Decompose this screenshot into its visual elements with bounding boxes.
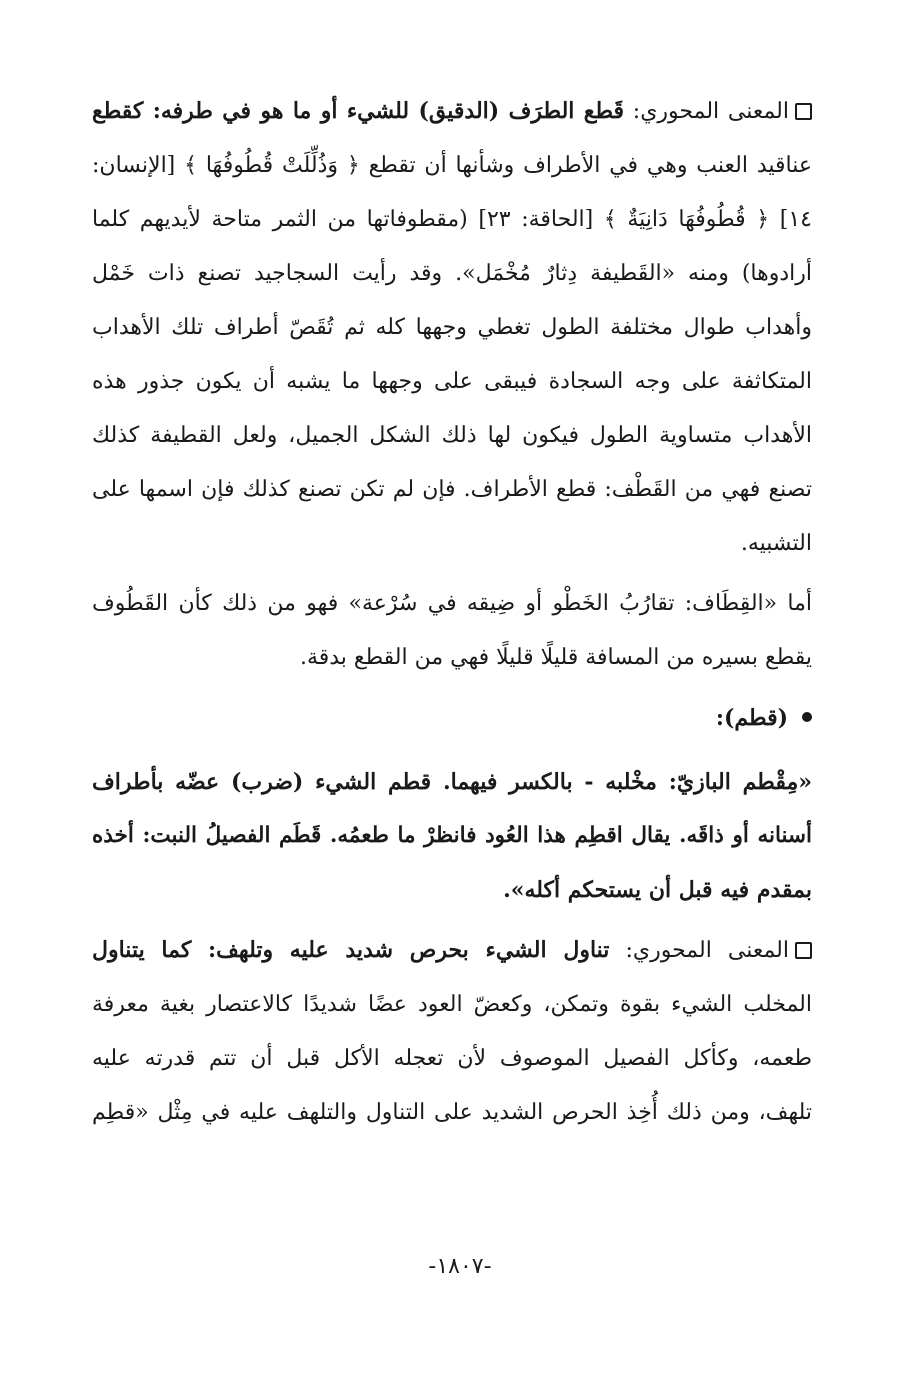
square-bullet-icon	[795, 103, 812, 120]
page-body	[92, 84, 812, 1146]
page-number: -١٨٠٧-	[428, 1254, 492, 1279]
line-text: ١٤] ﴿ قُطُوفُهَا دَانِيَةٌ ﴾ [الحاقة: ٢٣] (مقطوفاتها من الثمر متاحة لأيديهم كلما	[92, 207, 812, 232]
core-meaning-label: المعنى المحوري:	[632, 99, 789, 124]
line-text: بمقدم فيه قبل أن يستحكم أكله».	[503, 877, 812, 903]
line-text: وأهداب طوال مختلفة الطول تغطي وجهها كله ثم تُقَصّ أطراف تلك الأهداب	[92, 315, 812, 340]
line-text: أسنانه أو ذاقَه. يقال اقطِم هذا العُود فانظرْ ما طعمُه. قَطَم الفصيلُ النبت: أخذه	[92, 823, 812, 848]
line-text: قَطع الطرَف (الدقيق) للشيء أو ما هو في طرفه: كقطع	[92, 98, 625, 124]
paragraph-lexicon-quote	[92, 755, 812, 917]
square-bullet-icon	[795, 942, 812, 959]
line-text: أرادوها) ومنه «القَطيفة دِثارٌ مُخْمَل». وقد رأيت السجاجيد تصنع ذات خَمْل	[92, 261, 812, 286]
line-text: يقطع بسيره من المسافة قليلًا قليلًا فهي من القطع بدقة.	[299, 645, 812, 670]
line-text: تناول الشيء بحرص شديد عليه وتلهف: كما يتناول	[92, 937, 610, 963]
core-meaning-label: المعنى المحوري:	[625, 938, 789, 963]
paragraph-core-meaning-2	[92, 923, 812, 1140]
paragraph-core-meaning-1	[92, 84, 812, 571]
line-text: المخلب الشيء بقوة وتمكن، وكعضّ العود عضًا شديدًا كالاعتصار بغية معرفة	[92, 992, 812, 1017]
paragraph-qitaf	[92, 577, 812, 685]
line-text: الأهداب متساوية الطول فيكون لها ذلك الشكل الجميل، ولعل القطيفة كذلك	[92, 423, 812, 448]
line-text: «مِقْطم البازيّ: مخْلبه - بالكسر فيهما. قطم الشيء (ضرب) عضّه بأطراف	[92, 769, 812, 795]
line-text: تلهف، ومن ذلك أُخِذ الحرص الشديد على التناول والتلهف عليه في مِثْل «قطِم	[92, 1100, 812, 1125]
line-text: تصنع فهي من القَطْف: قطع الأطراف. فإن لم تكن تصنع كذلك فإن اسمها على	[92, 477, 812, 502]
entry-heading	[92, 691, 812, 745]
line-1-1	[92, 84, 812, 139]
line-text: طعمه، وكأكل الفصيل الموصوف لأن تعجله الأكل قبل أن تتم قدرته عليه	[92, 1046, 812, 1071]
line-text: أما «القِطَاف: تقارُبُ الخَطْو أو ضِيقه في سُرْعة» فهو من ذلك كأن القَطُوف	[92, 591, 812, 616]
line-text: المتكاثفة على وجه السجادة فيبقى على وجهها ما يشبه أن يكون جذور هذه	[92, 369, 812, 394]
line-4-1	[92, 923, 812, 978]
entry-heading-text: (قطم):	[715, 705, 788, 731]
line-text: عناقيد العنب وهي في الأطراف وشأنها أن تقطع ﴿ وَذُلِّلَتْ قُطُوفُهَا ﴾ [الإنسان:	[92, 153, 812, 178]
line-text: التشبيه.	[740, 531, 812, 556]
round-bullet-icon	[802, 712, 812, 722]
